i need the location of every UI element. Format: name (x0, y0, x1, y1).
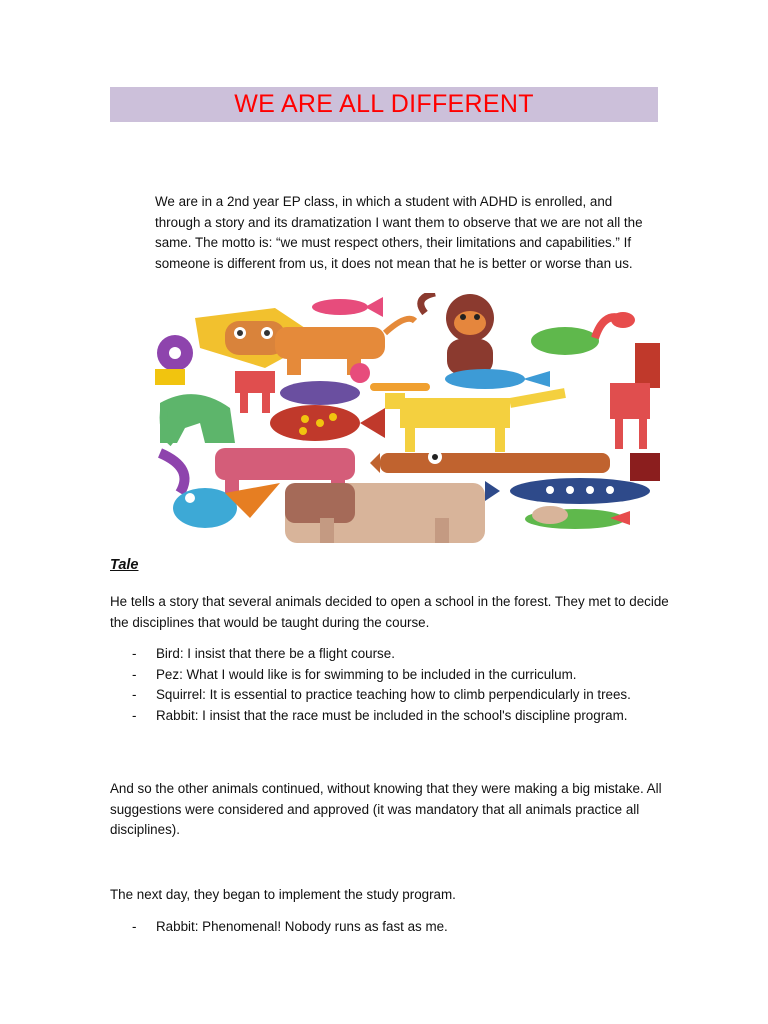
list-item: - Squirrel: It is essential to practice teaching how to climb perpendicularly in trees. (132, 687, 631, 702)
list-item: - Rabbit: Phenomenal! Nobody runs as fast as me. (132, 919, 448, 934)
disciplines-list (110, 644, 670, 726)
tale-intro-paragraph: He tells a story that several animals decided to open a school in the forest. They met to decide the disciplines that would be taught during the course. (110, 594, 669, 630)
list-item: - Pez: What I would like is for swimming to be included in the curriculum. (132, 666, 577, 682)
continuation-paragraph: And so the other animals continued, without knowing that they were making a big mistake. All suggestions were considered and approved (it was mandatory that all animals practice all disciplines). (110, 781, 662, 837)
intro-paragraph: We are in a 2nd year EP class, in which a student with ADHD is enrolled, and through a story and its dramatization I want them to observe that we are not all the same. The motto is: “we must respect others, their limitations and capabilities.” If someone is different from us, it does not mean that he is better or worse than us. (155, 194, 643, 271)
page-title: WE ARE ALL DIFFERENT (234, 90, 534, 118)
study-program-list (110, 917, 670, 938)
title-banner (110, 87, 658, 122)
animals-illustration (155, 293, 660, 543)
list-item: - Rabbit: I insist that the race must be included in the school's discipline program. (132, 707, 628, 723)
colorful-animals-icon (155, 293, 660, 543)
next-day-paragraph: The next day, they began to implement the study program. (110, 887, 456, 902)
tale-heading: Tale (110, 557, 139, 573)
list-item: - Bird: I insist that there be a flight course. (132, 646, 395, 661)
